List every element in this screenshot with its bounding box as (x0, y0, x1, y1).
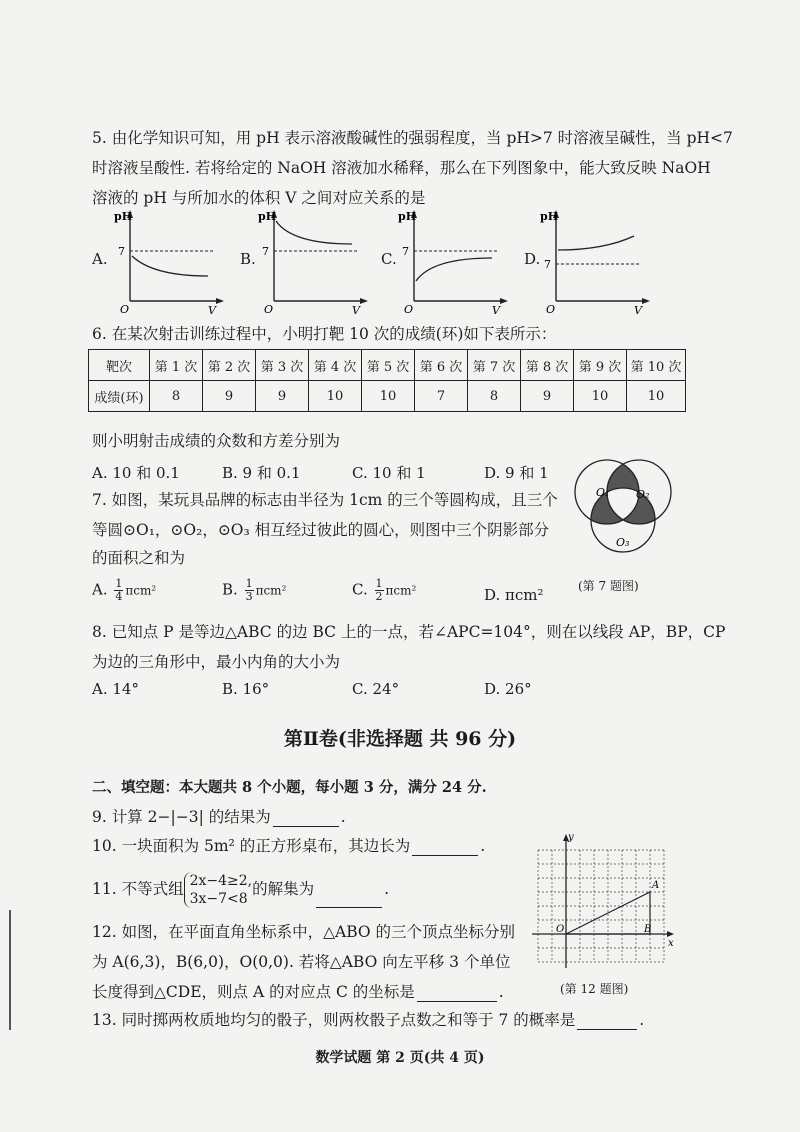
q5-line-3: 溶液的 pH 与所加水的体积 V 之间对应关系的是 (92, 189, 426, 207)
section-2-heading: 二、填空题：本大题共 8 个小题，每小题 3 分，满分 24 分. (92, 779, 487, 796)
q6-question: 则小明射击成绩的众数和方差分别为 (92, 432, 341, 450)
q7-figure-caption: (第 7 题图) (578, 579, 639, 593)
svg-text:O: O (556, 924, 565, 935)
svg-text:pH: pH (258, 210, 277, 223)
svg-text:O: O (546, 303, 556, 316)
svg-text:x: x (668, 938, 674, 949)
svg-text:O₁: O₁ (596, 486, 610, 499)
svg-text:7: 7 (402, 245, 409, 258)
table-cell: 10 (627, 381, 686, 412)
table-cell: 第 7 次 (468, 350, 521, 381)
svg-text:O₂: O₂ (636, 488, 650, 501)
q10-line: 10. 一块面积为 5m² 的正方形桌布，其边长为 . (92, 837, 486, 855)
table-cell: 第 6 次 (415, 350, 468, 381)
table-cell: 第 10 次 (627, 350, 686, 381)
svg-text:O: O (120, 303, 130, 316)
svg-text:O: O (264, 303, 274, 316)
table-cell: 第 4 次 (309, 350, 362, 381)
q6-option-d: D. 9 和 1 (484, 464, 549, 482)
table-cell: 第 9 次 (574, 350, 627, 381)
svg-text:V: V (352, 304, 360, 316)
table-row-label: 成绩(环) (89, 381, 150, 412)
table-cell: 第 8 次 (521, 350, 574, 381)
q5-line-2: 时溶液呈酸性. 若将给定的 NaOH 溶液加水稀释，那么在下列图象中，能大致反映 NaOH (92, 159, 711, 177)
table-cell: 8 (468, 381, 521, 412)
answer-blank[interactable] (577, 1015, 637, 1030)
answer-blank[interactable] (273, 812, 339, 827)
q5-graph-a-ylabel: pH (114, 210, 133, 223)
q11-line: 11. 不等式组 2x−4≥2, 3x−7<8 的解集为 . (92, 873, 390, 907)
answer-blank[interactable] (412, 841, 478, 856)
svg-text:V: V (634, 304, 642, 316)
fraction: $\frac{1}{2}$ (375, 577, 383, 603)
svg-text:O: O (404, 303, 414, 316)
q7-line-1: 7. 如图，某玩具品牌的标志由半径为 1cm 的三个等圆构成，且三个 (92, 491, 558, 509)
binding-margin-line (9, 910, 11, 1030)
q5-line-1: 5. 由化学知识可知，用 pH 表示溶液酸碱性的强弱程度，当 pH>7 时溶液呈碱性，当 pH<7 (92, 129, 733, 147)
svg-text:A: A (652, 880, 660, 891)
table-cell: 10 (574, 381, 627, 412)
svg-text:B: B (644, 924, 652, 935)
q8-line-1: 8. 已知点 P 是等边△ABC 的边 BC 上的一点，若∠APC=104°，则在以线段 AP，BP，CP (92, 623, 726, 641)
q5-option-b: B. (240, 250, 256, 268)
svg-text:pH: pH (540, 210, 559, 223)
q5-option-d: D. (524, 250, 541, 268)
table-cell: 9 (521, 381, 574, 412)
q12-coordinate-grid-figure (528, 828, 678, 978)
q5-graph-d (534, 206, 684, 316)
q5-option-c: C. (381, 250, 397, 268)
q13-line: 13. 同时掷两枚质地均匀的骰子，则两枚骰子点数之和等于 7 的概率是 . (92, 1011, 645, 1029)
q5-graph-c (392, 206, 542, 316)
table-cell: 第 2 次 (203, 350, 256, 381)
q7-option-a: A. $\frac{1}{4}$ πcm² (92, 577, 157, 603)
svg-text:V: V (492, 304, 500, 316)
q7-option-d: D. πcm² (484, 586, 544, 604)
table-row (89, 350, 686, 381)
answer-blank[interactable] (316, 893, 382, 908)
q6-option-c: C. 10 和 1 (352, 464, 426, 482)
q8-option-a: A. 14° (92, 680, 139, 698)
fraction: $\frac{1}{3}$ (245, 577, 253, 603)
table-cell: 第 3 次 (256, 350, 309, 381)
q7-three-circles-figure (560, 450, 690, 580)
table-cell: 10 (362, 381, 415, 412)
q8-line-2: 为边的三角形中，最小内角的大小为 (92, 653, 341, 671)
q7-line-2: 等圆⊙O₁，⊙O₂，⊙O₃ 相互经过彼此的圆心，则图中三个阴影部分 (92, 521, 550, 539)
table-cell: 9 (256, 381, 309, 412)
q5-option-a: A. (92, 250, 108, 268)
q8-option-b: B. 16° (222, 680, 270, 698)
inequality-system: 2x−4≥2, 3x−7<8 (184, 872, 253, 908)
q7-line-3: 的面积之和为 (92, 549, 186, 567)
section-2-title: 第Ⅱ卷(非选择题 共 96 分) (283, 728, 517, 750)
svg-text:pH: pH (398, 210, 417, 223)
q12-line-1: 12. 如图，在平面直角坐标系中，△ABO 的三个顶点坐标分别 (92, 923, 516, 941)
q6-option-b: B. 9 和 0.1 (222, 464, 301, 482)
q5-graph-a (108, 206, 258, 316)
table-header-label: 靶次 (89, 350, 150, 381)
svg-text:V: V (208, 304, 216, 316)
table-cell: 7 (415, 381, 468, 412)
q12-line-3: 长度得到△CDE，则点 A 的对应点 C 的坐标是 . (92, 983, 504, 1001)
page-footer: 数学试题 第 2 页(共 4 页) (315, 1050, 485, 1066)
table-row (89, 381, 686, 412)
answer-blank[interactable] (417, 987, 497, 1002)
table-cell: 第 1 次 (150, 350, 203, 381)
q7-option-b: B. $\frac{1}{3}$ πcm² (222, 577, 287, 603)
table-cell: 第 5 次 (362, 350, 415, 381)
q5-graph-b (252, 206, 402, 316)
q9-line: 9. 计算 2−|−3| 的结果为 . (92, 808, 346, 826)
q8-option-c: C. 24° (352, 680, 400, 698)
table-cell: 8 (150, 381, 203, 412)
q8-option-d: D. 26° (484, 680, 532, 698)
q12-line-2: 为 A(6,3)，B(6,0)，O(0,0). 若将△ABO 向左平移 3 个单位 (92, 953, 511, 971)
svg-text:7: 7 (118, 245, 125, 258)
fraction: $\frac{1}{4}$ (115, 577, 123, 603)
q6-line-1: 6. 在某次射击训练过程中，小明打靶 10 次的成绩(环)如下表所示： (92, 325, 557, 343)
svg-text:7: 7 (544, 258, 551, 271)
svg-text:7: 7 (262, 245, 269, 258)
q6-score-table (88, 349, 686, 412)
q6-option-a: A. 10 和 0.1 (92, 464, 180, 482)
table-cell: 10 (309, 381, 362, 412)
table-cell: 9 (203, 381, 256, 412)
svg-text:O₃: O₃ (616, 536, 630, 549)
q7-option-c: C. $\frac{1}{2}$ πcm² (352, 577, 417, 603)
q12-figure-caption: (第 12 题图) (560, 982, 629, 996)
svg-text:y: y (568, 832, 574, 843)
